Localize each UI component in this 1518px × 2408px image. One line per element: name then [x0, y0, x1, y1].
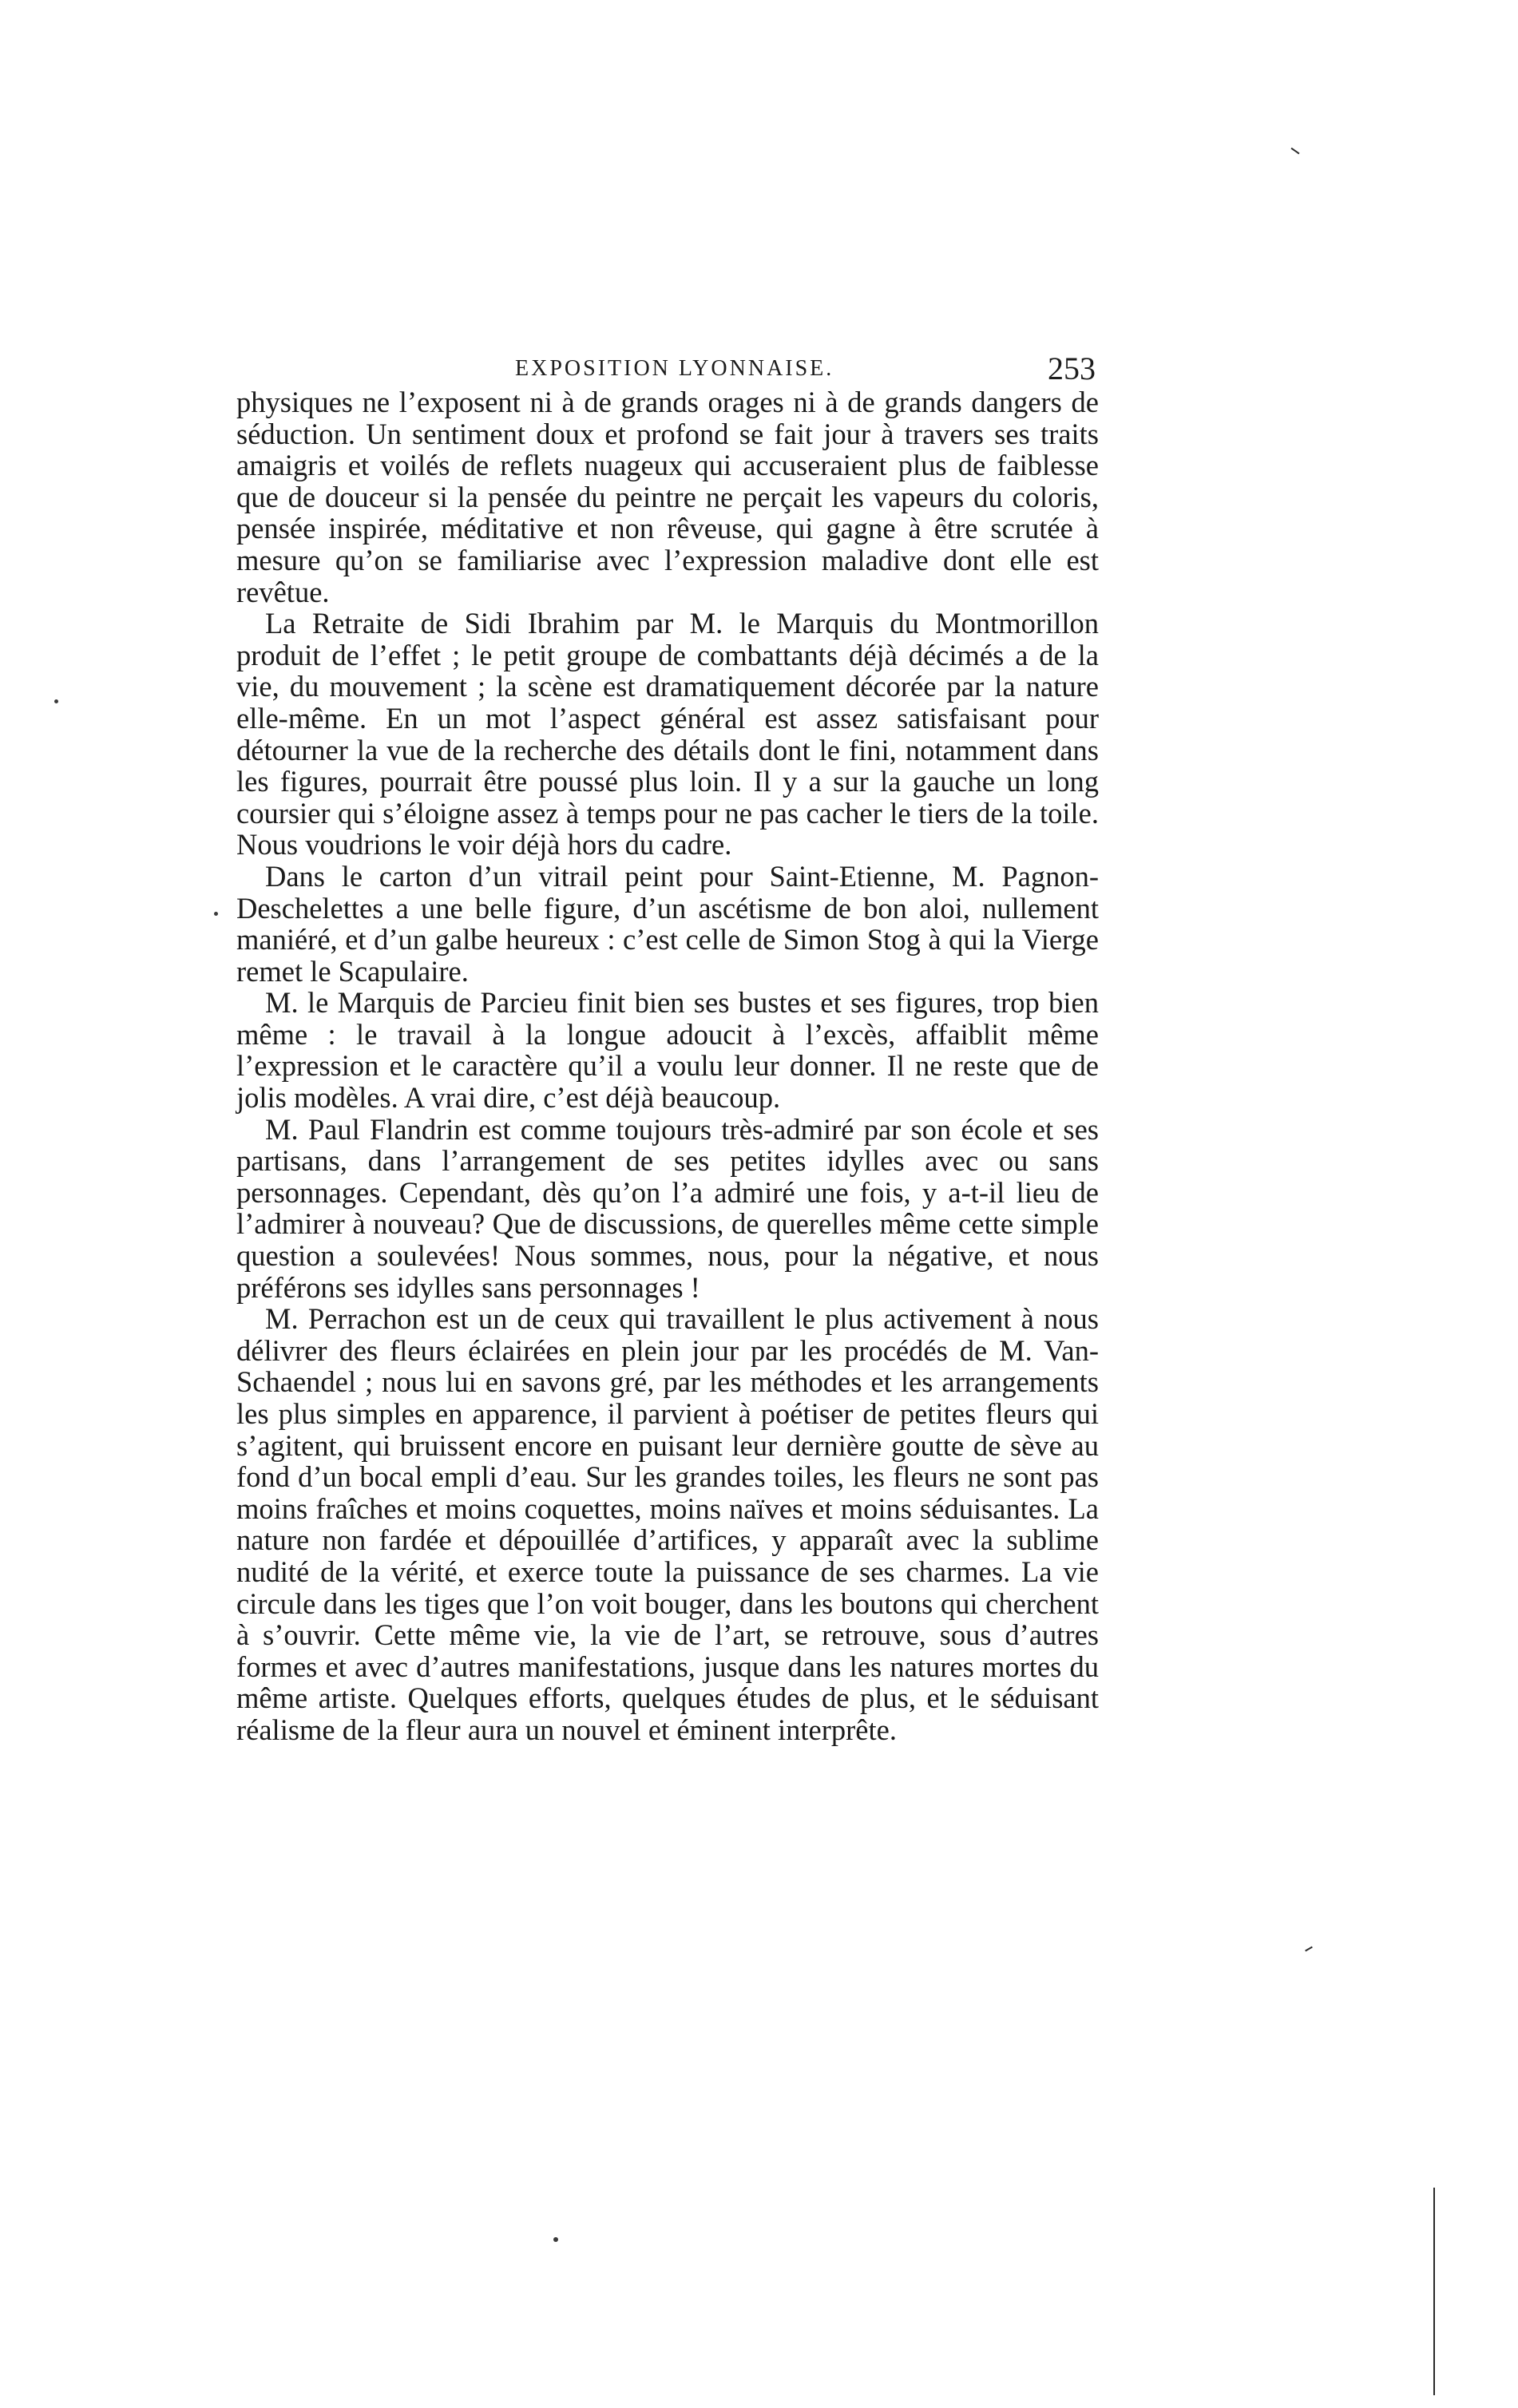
scan-tick — [1305, 1947, 1313, 1952]
page-number: 253 — [1048, 351, 1096, 386]
scan-speck — [54, 699, 58, 703]
paragraph: physiques ne l’exposent ni à de grands orages ni à de grands dangers de séduction. Un sentiment doux et profond se fait jour à travers ses traits amaigris et voilés de reflets nuageux qui accuseraient plus de faiblesse que de douceur si la pensée du peintre ne perçait les vapeurs du coloris, pensée inspirée, méditative et non rêveuse, qui gagne à être scrutée à mesure qu’on se familiarise avec l’expression maladive dont elle est revêtue. — [236, 386, 1099, 608]
scan-tick — [1291, 148, 1300, 155]
scan-speck — [553, 2237, 558, 2242]
page-header — [240, 348, 1096, 390]
scan-edge-line — [1433, 2188, 1435, 2395]
body-text — [236, 386, 1099, 1746]
paragraph: La Retraite de Sidi Ibrahim par M. le Marquis du Montmorillon produit de l’effet ; le petit groupe de combattants déjà décimés a de la vie, du mouvement ; la scène est dramatiquement décorée par la nature elle-même. En un mot l’aspect général est assez satisfaisant pour détourner la vue de la recherche des détails dont le fini, notamment dans les figures, pourrait être poussé plus loin. Il y a sur la gauche un long coursier qui s’éloigne assez à temps pour ne pas cacher le tiers de la toile. Nous voudrions le voir déjà hors du cadre. — [236, 607, 1099, 861]
running-title: EXPOSITION LYONNAISE. — [515, 356, 834, 381]
paragraph: M. Perrachon est un de ceux qui travaillent le plus activement à nous délivrer des fleurs éclairées en plein jour par les procédés de M. Van-Schaendel ; nous lui en savons gré, par les méthodes et les arrangements les plus simples en apparence, il parvient à poétiser de petites fleurs qui s’agitent, qui bruissent encore en puisant leur dernière goutte de sève au fond d’un bocal empli d’eau. Sur les grandes toiles, les fleurs ne sont pas moins fraîches et moins coquettes, moins naïves et moins séduisantes. La nature non fardée et dépouillée d’artifices, y apparaît avec la sublime nudité de la vérité, et exerce toute la puissance de ses charmes. La vie circule dans les tiges que l’on voit bouger, dans les boutons qui cherchent à s’ouvrir. Cette même vie, la vie de l’art, se retrouve, sous d’autres formes et avec d’autres manifestations, jusque dans les natures mortes du même artiste. Quelques efforts, quelques études de plus, et le séduisant réalisme de la fleur aura un nouvel et éminent interprête. — [236, 1302, 1099, 1746]
paragraph: Dans le carton d’un vitrail peint pour Saint-Etienne, M. Pagnon-Deschelettes a une belle figure, d’un ascétisme de bon aloi, nullement maniéré, et d’un galbe heureux : c’est celle de Simon Stog à qui la Vierge remet le Scapulaire. — [236, 859, 1099, 988]
scan-speck — [214, 912, 218, 916]
paragraph: M. le Marquis de Parcieu finit bien ses bustes et ses figures, trop bien même : le travail à la longue adoucit à l’excès, affaiblit même l’expression et le caractère qu’il a voulu leur donner. Il ne reste que de jolis modèles. A vrai dire, c’est déjà beaucoup. — [236, 986, 1099, 1115]
paragraph: M. Paul Flandrin est comme toujours très-admiré par son école et ses partisans, dans l’arrangement de ses petites idylles avec ou sans personnages. Cependant, dès qu’on l’a admiré une fois, y a-t-il lieu de l’admirer à nouveau? Que de discussions, de querelles même cette simple question a soulevées! Nous sommes, nous, pour la négative, et nous préférons ses idylles sans personnages ! — [236, 1112, 1099, 1304]
